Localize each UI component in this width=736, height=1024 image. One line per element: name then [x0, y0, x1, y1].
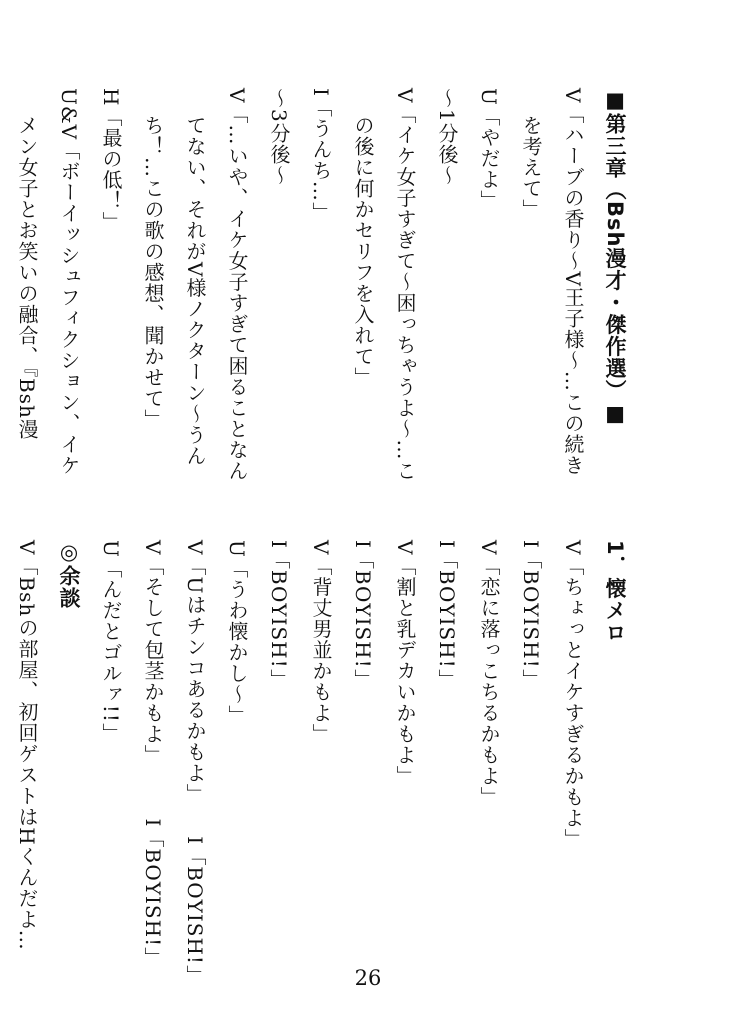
line-text: ち！…この歌の感想、聞かせて」: [141, 115, 165, 430]
line-text: 「恋に落っこちるかもよ」: [477, 555, 501, 808]
line-text: 「背丈男並かもよ」: [309, 555, 333, 745]
speaker: V: [393, 88, 417, 104]
speaker: V: [309, 540, 333, 556]
dialogue-line: [300, 540, 342, 960]
dialogue-line: [342, 540, 384, 960]
dialogue-line: [258, 88, 300, 508]
upper-section: [0, 88, 636, 508]
section-heading-nostalgia: 1．懐メロ: [603, 540, 627, 644]
line-text: 「BOYISH!」: [351, 548, 375, 690]
dialogue-line: [132, 540, 174, 969]
line-text: 「うんち…」: [309, 96, 333, 223]
dialogue-line: [6, 88, 48, 508]
dialogue-line: [132, 88, 174, 508]
aside-dialogue: [0, 540, 48, 960]
line-text: てない、それがV様ノクターン〜うん: [183, 115, 207, 467]
dialogue-line: [510, 88, 552, 508]
dialogue-line: [48, 88, 90, 508]
line-text: メン女子とお笑いの融合、『Bsh漫: [15, 115, 39, 440]
line-text: 「Bshの部屋、初回ゲストはHくんだよ…: [15, 555, 39, 951]
dialogue-line: [174, 540, 216, 986]
line-text: 「ボーイッシュフィクション、イケ: [57, 140, 81, 477]
dialogue-line: [426, 540, 468, 960]
dialogue-line: [342, 88, 384, 508]
line-text: 「ハーブの香り〜V王子様〜…この続き: [561, 103, 585, 476]
page-number: 26: [354, 966, 382, 990]
speaker: I: [519, 540, 543, 549]
dialogue-line: [174, 88, 216, 508]
speaker: I: [309, 88, 333, 97]
dialogue-line: [552, 88, 594, 508]
line-text: 「んだとゴルァ!!」: [99, 557, 123, 744]
dialogue-line: [90, 540, 132, 960]
line-text: の後に何かセリフを入れて」: [351, 115, 375, 388]
line-text: 「…いや、イケ女子すぎて困ることなん: [225, 103, 249, 482]
speaker: U&V: [57, 88, 81, 141]
speaker: V: [15, 540, 39, 556]
speaker: V: [183, 540, 207, 556]
section-heading-aside: ◎余談: [57, 540, 81, 609]
line-text: 「うわ懐かし〜」: [225, 557, 249, 726]
line-text: 「BOYISH!」: [435, 548, 459, 690]
dialogue-line: [384, 540, 426, 960]
line-text: 「最の低！」: [99, 106, 123, 233]
speaker: I: [267, 540, 291, 549]
dialogue-line: [90, 88, 132, 508]
speaker: I: [435, 540, 459, 549]
speaker: I: [351, 540, 375, 549]
dialogue-line: [426, 88, 468, 508]
dialogue-line: [552, 540, 594, 960]
dialogue-line: [384, 88, 426, 508]
speaker: V: [141, 540, 165, 556]
line-text: 「やだよ」: [477, 105, 501, 211]
dialogue-line: [6, 540, 48, 960]
line-text: 「イケ女子すぎて〜困っちゃうよ〜…こ: [393, 103, 417, 482]
chapter-heading: ■第三章（Bsh漫才・傑作選）■: [603, 88, 627, 427]
dialogue-line: [216, 88, 258, 508]
dialogue-line: [258, 540, 300, 960]
speaker: V: [561, 88, 585, 104]
line-text: 「Uはチンコあるかもよ」 I「BOYISH!」: [183, 555, 207, 986]
speaker: V: [225, 88, 249, 104]
dialogue-line: [468, 88, 510, 508]
dialogue-line: [510, 540, 552, 960]
speaker: U: [225, 540, 249, 558]
line-text: 「そして包茎かもよ」 I「BOYISH!」: [141, 555, 165, 969]
dialogue-line: [468, 540, 510, 960]
line-text: 「BOYISH!」: [519, 548, 543, 690]
line-text: 〜3分後〜: [267, 88, 291, 186]
speaker: U: [99, 540, 123, 558]
line-text: 「割と乳デカいかもよ」: [393, 555, 417, 787]
speaker: U: [477, 88, 501, 106]
line-text: 「ちょっとイケすぎるかもよ」: [561, 555, 585, 850]
dialogue-line: [216, 540, 258, 960]
speaker: V: [393, 540, 417, 556]
speaker: V: [561, 540, 585, 556]
speaker: V: [477, 540, 501, 556]
speaker: H: [99, 88, 123, 107]
upper-dialogue: [0, 88, 594, 508]
line-text: 〜1分後〜: [435, 88, 459, 186]
line-text: 「BOYISH!」: [267, 548, 291, 690]
line-text: を考えて」: [519, 115, 543, 220]
dialogue-line: [300, 88, 342, 508]
